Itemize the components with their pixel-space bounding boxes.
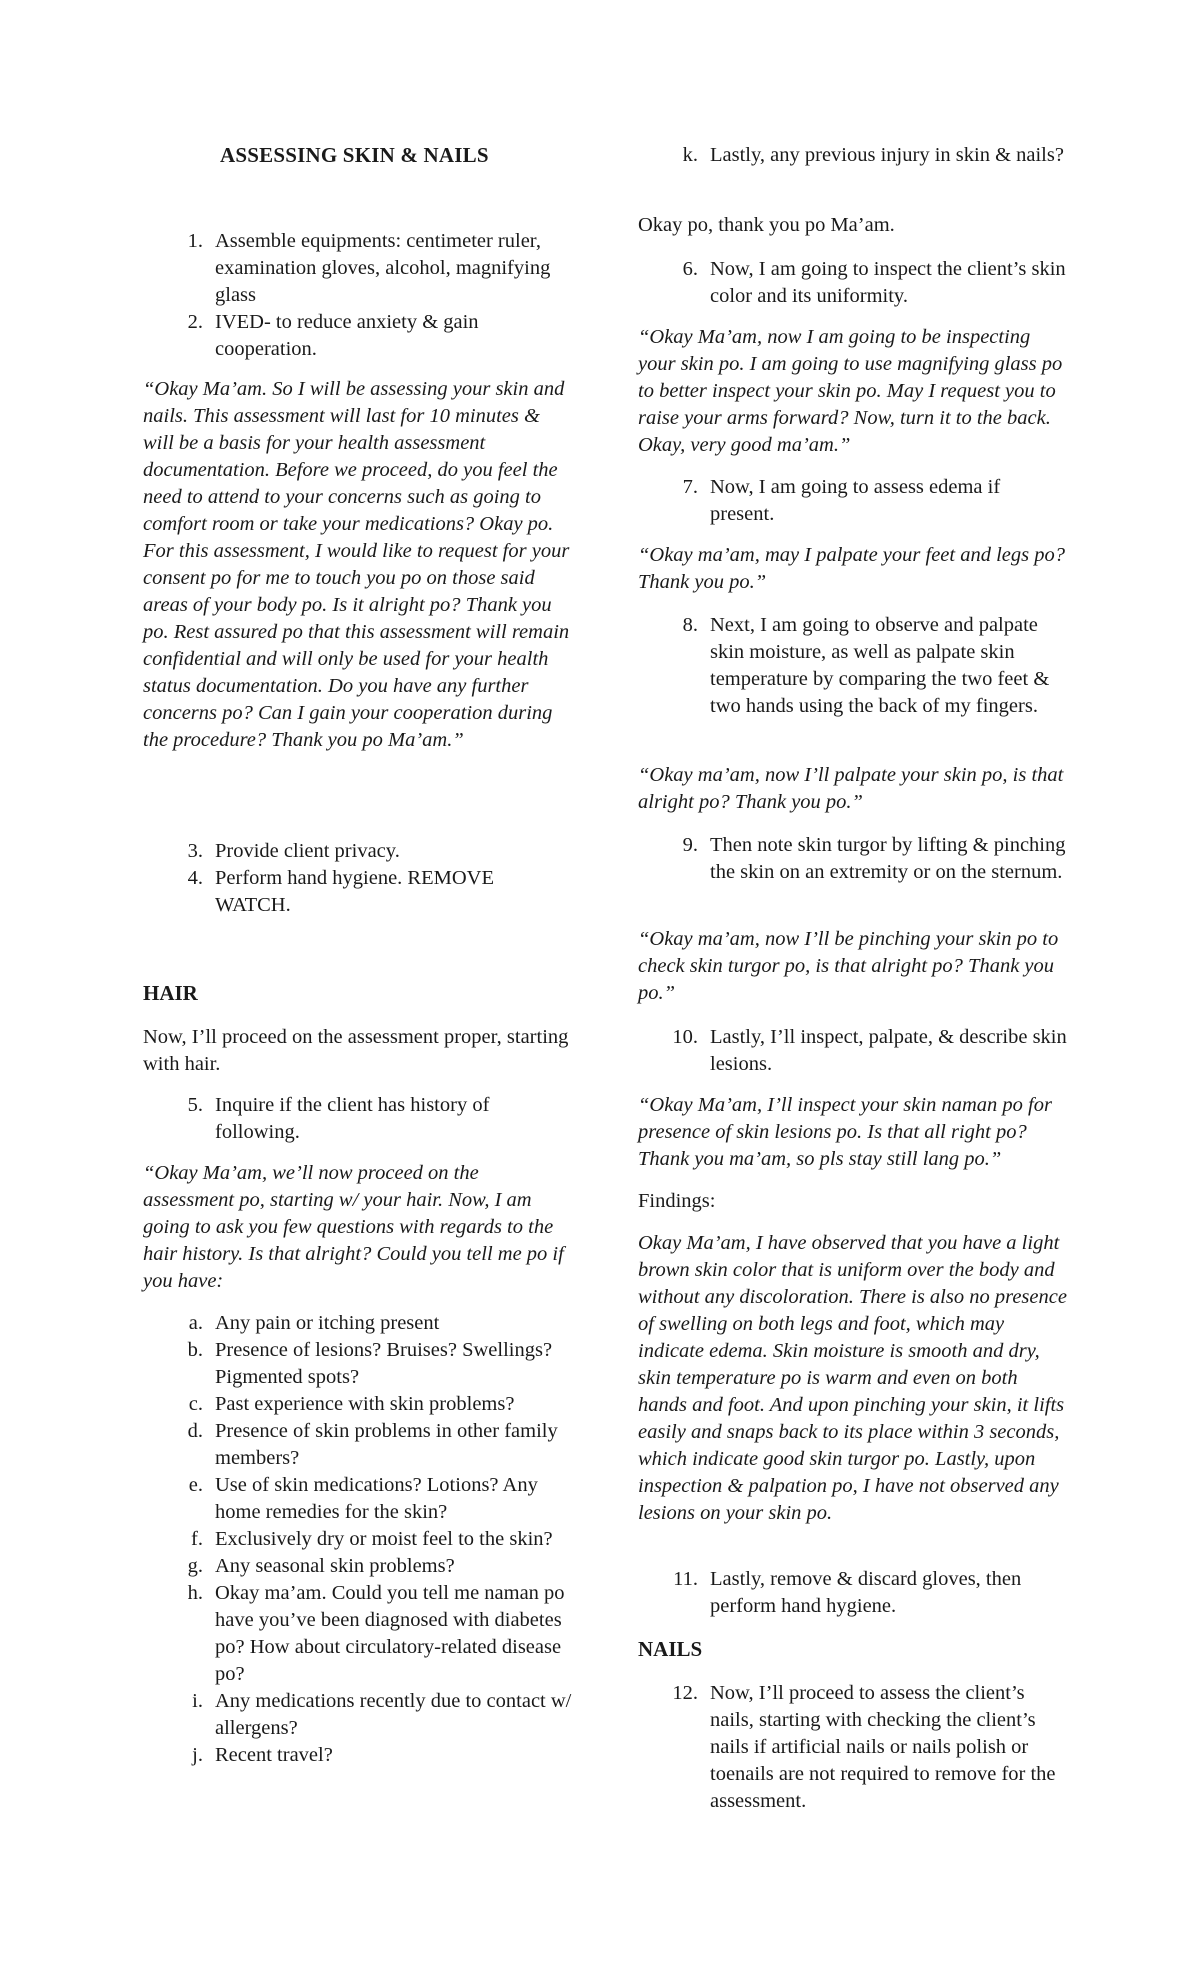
- step-8: [638, 612, 1068, 720]
- item-number: 5.: [187, 1094, 203, 1116]
- list-item: [638, 474, 1068, 528]
- item-text: Recent travel?: [215, 1744, 333, 1766]
- item-text: Any medications recently due to contact w/ allergens?: [215, 1690, 572, 1739]
- item-number: 6.: [682, 258, 698, 280]
- item-text: Lastly, I’ll inspect, palpate, & describe skin lesions.: [710, 1026, 1067, 1075]
- list-item: [638, 1566, 1068, 1620]
- item-number: 2.: [187, 311, 203, 333]
- steps-3-4: [143, 838, 573, 919]
- consent-quote: “Okay Ma’am. So I will be assessing your skin and nails. This assessment will last for 10 minutes & will be a basis for your health assessment documentation. Before we proceed, do you feel the need to attend to your concerns such as going to comfort room or take your medications? Okay po. For this assessment, I would like to request for your consent po for me to touch you po on those said areas of your body po. Is it alright po? Thank you po. Rest assured po that this assessment will remain confidential and will only be used for your health status documentation. Do you have any further concerns po? Can I gain your cooperation during the procedure? Thank you po Ma’am.”: [143, 378, 570, 751]
- item-number: 4.: [187, 867, 203, 889]
- item-number: 11.: [673, 1568, 698, 1590]
- list-item: [143, 228, 573, 309]
- item-letter: h.: [187, 1582, 203, 1604]
- quote-7: “Okay ma’am, may I palpate your feet and legs po? Thank you po.”: [638, 544, 1065, 593]
- item-text: Inquire if the client has history of following.: [215, 1094, 490, 1143]
- item-text: Assemble equipments: centimeter ruler, examination gloves, alcohol, magnifying glass: [215, 230, 551, 306]
- quote-6: “Okay Ma’am, now I am going to be inspecting your skin po. I am going to use magnifying glass po to better inspect your skin po. May I request you to raise your arms forward? Now, turn it to the back. Okay, very good ma’am.”: [638, 326, 1063, 456]
- list-item: [143, 309, 573, 363]
- item-letter: c.: [188, 1393, 203, 1415]
- item-text: Exclusively dry or moist feel to the skin?: [215, 1528, 553, 1550]
- item-letter: k.: [682, 144, 698, 166]
- page-title: ASSESSING SKIN & NAILS: [220, 143, 489, 167]
- item-text: Presence of lesions? Bruises? Swellings? Pigmented spots?: [215, 1339, 553, 1388]
- item-text: Presence of skin problems in other family members?: [215, 1420, 558, 1469]
- item-text: Next, I am going to observe and palpate skin moisture, as well as palpate skin temperature by comparing the two feet & two hands using the back of my fingers.: [710, 614, 1050, 717]
- item-letter: b.: [187, 1339, 203, 1361]
- item-letter: j.: [192, 1744, 203, 1766]
- hair-intro: Now, I’ll proceed on the assessment proper, starting with hair.: [143, 1026, 569, 1075]
- hair-heading: HAIR: [143, 981, 198, 1005]
- item-number: 12.: [672, 1682, 698, 1704]
- item-number: 7.: [682, 476, 698, 498]
- item-text: Now, I am going to assess edema if present.: [710, 476, 1001, 525]
- item-number: 10.: [672, 1026, 698, 1048]
- nails-heading: NAILS: [638, 1637, 703, 1661]
- item-number: 3.: [187, 840, 203, 862]
- history-questions: [143, 1310, 573, 1769]
- item-text: Lastly, any previous injury in skin & nails?: [710, 144, 1064, 166]
- list-item: [638, 832, 1068, 886]
- step-7: [638, 474, 1068, 528]
- list-item: [143, 1526, 573, 1553]
- item-letter: f.: [191, 1528, 203, 1550]
- quote-9: “Okay ma’am, now I’ll be pinching your skin po to check skin turgor po, is that alright po? Thank you po.”: [638, 928, 1059, 1004]
- list-item: [143, 1337, 573, 1391]
- list-item: [143, 1742, 573, 1769]
- list-item: [143, 1472, 573, 1526]
- list-item: [638, 1680, 1068, 1815]
- item-text: Lastly, remove & discard gloves, then perform hand hygiene.: [710, 1568, 1022, 1617]
- item-number: 8.: [682, 614, 698, 636]
- findings-text: Okay Ma’am, I have observed that you have a light brown skin color that is uniform over the body and without any discoloration. There is also no presence of swelling on both legs and foot, which may indicate edema. Skin moisture is smooth and dry, skin temperature po is warm and even on both hands and foot. And upon pinching your skin, it lifts easily and snaps back to its place within 3 seconds, which indicate good skin turgor po. Lastly, upon inspection & palpation po, I have not observed any lesions on your skin po.: [638, 1232, 1067, 1524]
- item-letter: i.: [192, 1690, 203, 1712]
- step-5: [143, 1092, 573, 1146]
- quote-8: “Okay ma’am, now I’ll palpate your skin po, is that alright po? Thank you po.”: [638, 764, 1064, 813]
- item-text: IVED- to reduce anxiety & gain cooperation.: [215, 311, 479, 360]
- list-item: [143, 838, 573, 865]
- list-item: [143, 1553, 573, 1580]
- steps-1-2: [143, 228, 573, 363]
- hair-quote: “Okay Ma’am, we’ll now proceed on the assessment po, starting w/ your hair. Now, I am going to ask you few questions with regards to the hair history. Is that alright? Could you tell me po if you have:: [143, 1162, 564, 1292]
- item-text: Past experience with skin problems?: [215, 1393, 515, 1415]
- list-item: [143, 1391, 573, 1418]
- item-number: 1.: [187, 230, 203, 252]
- item-text: Perform hand hygiene. REMOVE WATCH.: [215, 867, 494, 916]
- item-letter: a.: [188, 1312, 203, 1334]
- list-item: [143, 1580, 573, 1688]
- item-letter: d.: [187, 1420, 203, 1442]
- item-text: Any pain or itching present: [215, 1312, 440, 1334]
- quote-10: “Okay Ma’am, I’ll inspect your skin naman po for presence of skin lesions po. Is that all right po? Thank you ma’am, so pls stay still lang po.”: [638, 1094, 1052, 1170]
- list-item: [143, 1418, 573, 1472]
- item-text: Now, I am going to inspect the client’s skin color and its uniformity.: [710, 258, 1066, 307]
- step-6: [638, 256, 1068, 310]
- list-item: [638, 1024, 1068, 1078]
- item-text: Use of skin medications? Lotions? Any home remedies for the skin?: [215, 1474, 538, 1523]
- item-text: Any seasonal skin problems?: [215, 1555, 455, 1577]
- item-letter: g.: [187, 1555, 203, 1577]
- list-item: [638, 256, 1068, 310]
- item-text: Now, I’ll proceed to assess the client’s nails, starting with checking the client’s nails if artificial nails or nails polish or toenails are not required to remove for the assessment.: [710, 1682, 1056, 1812]
- item-text: Okay ma’am. Could you tell me naman po have you’ve been diagnosed with diabetes po? How about circulatory-related disease po?: [215, 1582, 565, 1685]
- list-item: [638, 142, 1068, 169]
- list-item: [143, 865, 573, 919]
- list-item: [638, 612, 1068, 720]
- item-text: Provide client privacy.: [215, 840, 400, 862]
- list-item: [143, 1688, 573, 1742]
- item-text: Then note skin turgor by lifting & pinching the skin on an extremity or on the sternum.: [710, 834, 1066, 883]
- list-item: [143, 1092, 573, 1146]
- question-k: [638, 142, 1068, 169]
- thanks-line: Okay po, thank you po Ma’am.: [638, 214, 895, 236]
- step-9: [638, 832, 1068, 886]
- step-10: [638, 1024, 1068, 1078]
- item-letter: e.: [188, 1474, 203, 1496]
- step-11: [638, 1566, 1068, 1620]
- step-12: [638, 1680, 1068, 1815]
- item-number: 9.: [682, 834, 698, 856]
- findings-label: Findings:: [638, 1190, 716, 1212]
- list-item: [143, 1310, 573, 1337]
